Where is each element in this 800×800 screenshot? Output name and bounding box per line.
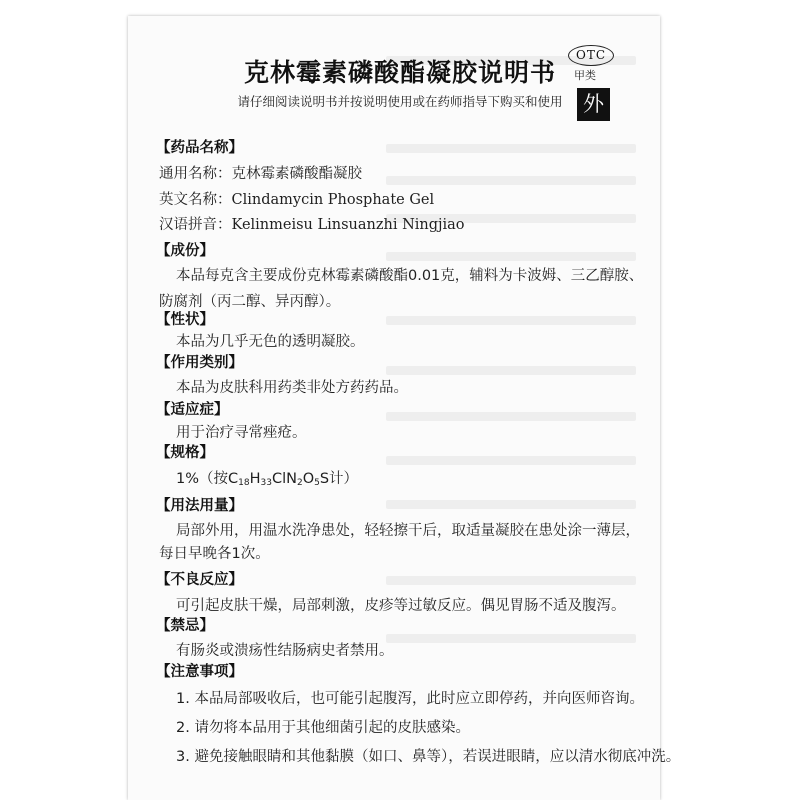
- category-text: 本品为皮肤科用药类非处方药药品。: [176, 380, 408, 396]
- show-through-text: [386, 366, 636, 375]
- generic-name-row: [159, 162, 362, 183]
- otc-class-label: 甲类: [574, 69, 596, 82]
- show-through-text: [386, 500, 636, 509]
- spec-sub-h: 33: [260, 478, 272, 488]
- precautions-heading: 【注意事项】: [156, 664, 243, 680]
- document-title: 克林霉素磷酸酯凝胶说明书: [243, 58, 556, 87]
- adverse-text: 可引起皮肤干燥，局部刺激，皮疹等过敏反应。偶见胃肠不适及腹泻。: [176, 598, 626, 614]
- otc-badge: OTC: [568, 45, 614, 66]
- dosage-heading: 【用法用量】: [156, 498, 243, 514]
- show-through-text: [386, 412, 636, 421]
- document-subtitle: 请仔细阅读说明书并按说明使用或在药师指导下购买和使用: [237, 94, 563, 109]
- spec-prefix: 1%（按C: [176, 471, 239, 487]
- show-through-text: [386, 252, 636, 261]
- indications-text: 用于治疗寻常痤疮。: [176, 425, 307, 441]
- generic-name-value: 克林霉素磷酸酯凝胶: [231, 166, 362, 182]
- show-through-text: [386, 144, 636, 153]
- show-through-text: [386, 456, 636, 465]
- precaution-item-3: 3. 避免接触眼睛和其他黏膜（如口、鼻等），若误进眼睛，应以清水彻底冲洗。: [176, 749, 681, 765]
- adverse-heading: 【不良反应】: [156, 572, 243, 588]
- ingredients-heading: 【成份】: [156, 243, 214, 259]
- pinyin-name-value: Kelinmeisu Linsuanzhi Ningjiao: [231, 217, 465, 233]
- show-through-text: [386, 176, 636, 185]
- description-heading: 【性状】: [156, 312, 214, 328]
- spec-sub-c: 18: [238, 478, 250, 488]
- spec-suffix: S计）: [319, 471, 359, 487]
- category-heading: 【作用类别】: [156, 355, 243, 371]
- dosage-line-1: 局部外用，用温水洗净患处，轻轻擦干后，取适量凝胶在患处涂一薄层，: [176, 523, 640, 539]
- generic-name-label: 通用名称：: [159, 166, 232, 182]
- show-through-text: [386, 316, 636, 325]
- specification-heading: 【规格】: [156, 445, 214, 461]
- spec-cln: ClN: [271, 471, 297, 487]
- ingredients-line-2: 防腐剂（丙二醇、异丙醇）。: [159, 294, 341, 310]
- drug-name-heading: 【药品名称】: [156, 140, 243, 156]
- contraindications-text: 有肠炎或溃疡性结肠病史者禁用。: [176, 643, 394, 659]
- dosage-line-2: 每日早晚各1次。: [159, 546, 270, 562]
- description-text: 本品为几乎无色的透明凝胶。: [176, 334, 365, 350]
- indications-heading: 【适应症】: [156, 402, 229, 418]
- spec-sub-n: 2: [296, 478, 303, 488]
- show-through-text: [386, 634, 636, 643]
- english-name-value: Clindamycin Phosphate Gel: [231, 192, 435, 208]
- english-name-row: [159, 188, 434, 209]
- show-through-text: [386, 576, 636, 585]
- precaution-item-2: 2. 请勿将本品用于其他细菌引起的皮肤感染。: [176, 720, 470, 736]
- contraindications-heading: 【禁忌】: [156, 618, 214, 634]
- specification-text: [176, 467, 358, 488]
- spec-sub-o: 5: [314, 478, 320, 488]
- precaution-item-1: 1. 本品局部吸收后，也可能引起腹泻，此时应立即停药，并向医师咨询。: [176, 691, 644, 707]
- english-name-label: 英文名称：: [159, 192, 232, 208]
- ingredients-line-1: 本品每克含主要成份克林霉素磷酸酯0.01克，辅料为卡波姆、三乙醇胺、: [176, 268, 644, 284]
- external-use-badge: 外: [577, 88, 610, 121]
- pinyin-name-label: 汉语拼音：: [159, 217, 232, 233]
- spec-h: H: [249, 471, 261, 487]
- pinyin-name-row: [159, 213, 465, 234]
- spec-o: O: [302, 471, 315, 487]
